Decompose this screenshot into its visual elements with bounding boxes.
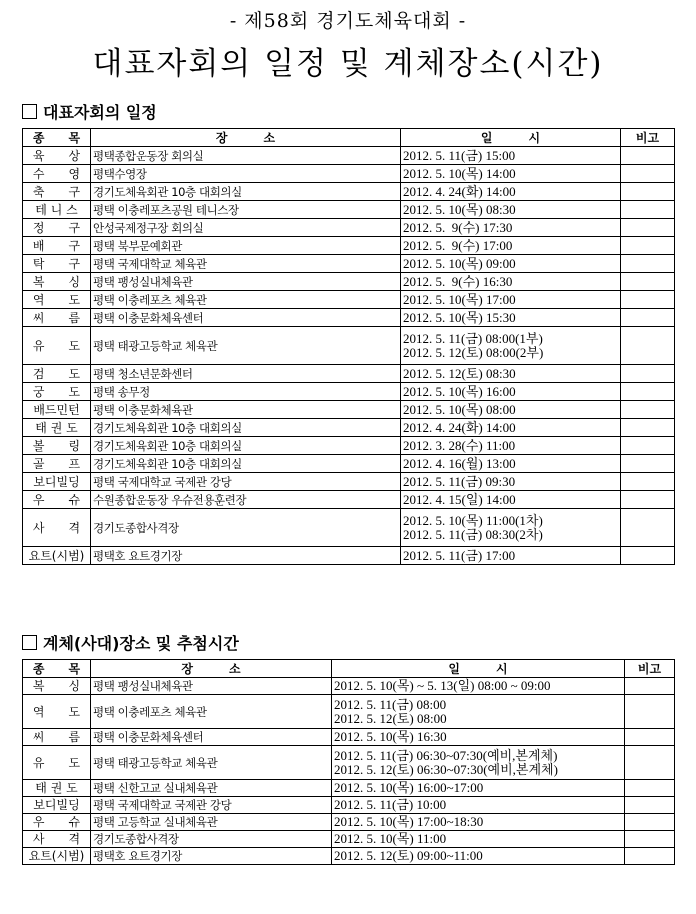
note-cell	[625, 780, 675, 797]
sport-cell: 배 구	[23, 237, 91, 255]
table-row	[23, 437, 675, 455]
place-cell: 평택종합운동장 회의실	[91, 147, 401, 165]
header-sport: 종 목	[23, 129, 91, 147]
table-row	[23, 183, 675, 201]
table-row	[23, 729, 675, 746]
table-row	[23, 237, 675, 255]
date-cell	[401, 183, 621, 201]
table-row	[23, 547, 675, 565]
sport-cell: 유 도	[23, 746, 91, 780]
date-line: 2012. 5. 10(목) 08:30	[403, 201, 516, 217]
place-cell: 평택 국제대학교 국제관 강당	[91, 473, 401, 491]
header-sport: 종 목	[23, 660, 91, 678]
place-cell: 평택 이충문화체육관	[91, 401, 401, 419]
table-row	[23, 831, 675, 848]
sport-cell: 씨 름	[23, 309, 91, 327]
note-cell	[621, 309, 675, 327]
sport-cell: 보디빌딩	[23, 797, 91, 814]
note-cell	[621, 473, 675, 491]
date-line: 2012. 5. 10(목) 17:00	[403, 291, 516, 307]
date-line: 2012. 3. 28(수) 11:00	[403, 437, 516, 453]
place-cell: 평택 팽성실내체육관	[91, 678, 332, 695]
table-row	[23, 365, 675, 383]
weigh-in-table	[22, 659, 675, 865]
note-cell	[621, 219, 675, 237]
header-place: 장 소	[91, 660, 332, 678]
note-cell	[625, 831, 675, 848]
sport-cell: 궁 도	[23, 383, 91, 401]
date-cell	[401, 509, 621, 547]
date-cell	[332, 729, 625, 746]
sport-cell: 검 도	[23, 365, 91, 383]
date-cell	[332, 746, 625, 780]
date-line: 2012. 5. 11(금) 08:00	[334, 696, 447, 712]
note-cell	[625, 848, 675, 865]
table-row	[23, 491, 675, 509]
sport-cell: 역 도	[23, 291, 91, 309]
note-cell	[625, 695, 675, 729]
place-cell: 경기도체육회관 10층 대회의실	[91, 437, 401, 455]
date-cell	[401, 291, 621, 309]
table-row	[23, 455, 675, 473]
date-line: 2012. 4. 15(일) 14:00	[403, 491, 516, 507]
date-line: 2012. 5. 12(토) 08:30	[403, 365, 516, 381]
date-cell	[401, 309, 621, 327]
date-cell	[332, 780, 625, 797]
date-line: 2012. 5. 12(토) 08:00(2부)	[403, 344, 544, 360]
section2-heading	[22, 631, 239, 654]
page-title: 대표자회의 일정 및 계체장소(시간)	[92, 46, 604, 82]
place-cell: 평택 청소년문화센터	[91, 365, 401, 383]
note-cell	[625, 746, 675, 780]
note-cell	[625, 814, 675, 831]
date-line: 2012. 5. 9(수) 16:30	[403, 273, 513, 289]
date-line: 2012. 5. 12(토) 06:30~07:30(예비,본계체)	[334, 761, 558, 777]
date-cell	[401, 419, 621, 437]
date-line: 2012. 5. 10(목) 08:00	[403, 401, 516, 417]
date-line: 2012. 5. 11(금) 09:30	[403, 473, 516, 489]
table-row	[23, 165, 675, 183]
place-cell: 평택 이충레포츠공원 테니스장	[91, 201, 401, 219]
date-line: 2012. 5. 10(목) 11:00(1차)	[403, 512, 543, 528]
place-cell: 평택 이충문화체육센터	[91, 309, 401, 327]
place-cell: 경기도종합사격장	[91, 509, 401, 547]
table-row	[23, 273, 675, 291]
sport-cell: 씨 름	[23, 729, 91, 746]
date-line: 2012. 5. 11(금) 15:00	[403, 147, 516, 163]
place-cell: 평택 이충레포츠 체육관	[91, 291, 401, 309]
date-cell	[401, 401, 621, 419]
sport-cell: 요트(시범)	[23, 547, 91, 565]
header-note: 비고	[625, 660, 675, 678]
header-date: 일 시	[332, 660, 625, 678]
date-line: 2012. 5. 9(수) 17:30	[403, 219, 513, 235]
table-row	[23, 678, 675, 695]
sport-cell: 요트(시범)	[23, 848, 91, 865]
date-cell	[401, 237, 621, 255]
place-cell: 경기도종합사격장	[91, 831, 332, 848]
date-line: 2012. 5. 12(토) 09:00~11:00	[334, 848, 483, 863]
date-cell	[332, 831, 625, 848]
sport-cell: 사 격	[23, 509, 91, 547]
place-cell: 평택 신한고교 실내체육관	[91, 780, 332, 797]
note-cell	[625, 729, 675, 746]
table-row	[23, 309, 675, 327]
note-cell	[621, 201, 675, 219]
note-cell	[621, 327, 675, 365]
date-cell	[332, 695, 625, 729]
table-row	[23, 797, 675, 814]
sport-cell: 역 도	[23, 695, 91, 729]
note-cell	[621, 365, 675, 383]
sport-cell: 테 니 스	[23, 201, 91, 219]
section2-heading-text: 계체(사대)장소 및 추첨시간	[43, 634, 239, 653]
table-row	[23, 401, 675, 419]
date-line: 2012. 5. 12(토) 08:00	[334, 710, 447, 726]
sport-cell: 우 슈	[23, 491, 91, 509]
note-cell	[621, 147, 675, 165]
note-cell	[621, 291, 675, 309]
table-row	[23, 780, 675, 797]
date-cell	[401, 491, 621, 509]
place-cell: 평택 국제대학교 체육관	[91, 255, 401, 273]
place-cell: 경기도체육회관 10층 대회의실	[91, 419, 401, 437]
sport-cell: 복 싱	[23, 678, 91, 695]
sport-cell: 배드민턴	[23, 401, 91, 419]
sport-cell: 골 프	[23, 455, 91, 473]
date-line: 2012. 5. 10(목) 17:00~18:30	[334, 814, 484, 829]
place-cell: 평택 이충레포츠 체육관	[91, 695, 332, 729]
date-line: 2012. 5. 10(목) 15:30	[403, 309, 516, 325]
date-cell	[401, 327, 621, 365]
sport-cell: 복 싱	[23, 273, 91, 291]
date-cell	[401, 473, 621, 491]
date-cell	[401, 255, 621, 273]
note-cell	[621, 237, 675, 255]
table-header-row	[23, 129, 675, 147]
place-cell: 경기도체육회관 10층 대회의실	[91, 183, 401, 201]
date-cell	[332, 848, 625, 865]
date-line: 2012. 5. 10(목) 11:00	[334, 831, 447, 846]
date-line: 2012. 4. 24(화) 14:00	[403, 419, 516, 435]
sport-cell: 수 영	[23, 165, 91, 183]
date-line: 2012. 5. 10(목) 16:00~17:00	[334, 780, 484, 795]
place-cell: 수원종합운동장 우슈전용훈련장	[91, 491, 401, 509]
date-line: 2012. 5. 11(금) 08:30(2차)	[403, 526, 543, 542]
table-row	[23, 848, 675, 865]
place-cell: 경기도체육회관 10층 대회의실	[91, 455, 401, 473]
date-cell	[332, 797, 625, 814]
checkbox-square-icon	[22, 104, 37, 119]
event-title: - 제58회 경기도체육대회 -	[229, 10, 467, 32]
date-cell	[401, 147, 621, 165]
table-row	[23, 219, 675, 237]
sport-cell: 우 슈	[23, 814, 91, 831]
sport-cell: 사 격	[23, 831, 91, 848]
note-cell	[621, 255, 675, 273]
date-cell	[401, 455, 621, 473]
note-cell	[625, 797, 675, 814]
note-cell	[621, 419, 675, 437]
date-line: 2012. 5. 10(목) 14:00	[403, 165, 516, 181]
note-cell	[625, 678, 675, 695]
sport-cell: 육 상	[23, 147, 91, 165]
place-cell: 안성국제정구장 회의실	[91, 219, 401, 237]
sport-cell: 볼 링	[23, 437, 91, 455]
date-cell	[401, 383, 621, 401]
date-cell	[401, 165, 621, 183]
date-line: 2012. 5. 9(수) 17:00	[403, 237, 513, 253]
table-row	[23, 327, 675, 365]
date-line: 2012. 4. 24(화) 14:00	[403, 183, 516, 199]
place-cell: 평택 태광고등학교 체육관	[91, 327, 401, 365]
table-row	[23, 509, 675, 547]
date-line: 2012. 5. 10(목) 16:00	[403, 383, 516, 399]
date-line: 2012. 5. 11(금) 17:00	[403, 547, 516, 563]
header-place: 장 소	[91, 129, 401, 147]
note-cell	[621, 509, 675, 547]
place-cell: 평택 고등학교 실내체육관	[91, 814, 332, 831]
date-cell	[401, 437, 621, 455]
note-cell	[621, 165, 675, 183]
sport-cell: 태 권 도	[23, 419, 91, 437]
note-cell	[621, 455, 675, 473]
date-line: 2012. 5. 11(금) 06:30~07:30(예비,본계체)	[334, 747, 558, 763]
table-row	[23, 201, 675, 219]
place-cell: 평택호 요트경기장	[91, 547, 401, 565]
place-cell: 평택 이충문화체육센터	[91, 729, 332, 746]
note-cell	[621, 401, 675, 419]
date-line: 2012. 5. 10(목) ~ 5. 13(일) 08:00 ~ 09:00	[334, 678, 551, 693]
sport-cell: 유 도	[23, 327, 91, 365]
meeting-schedule-table	[22, 128, 675, 565]
place-cell: 평택 팽성실내체육관	[91, 273, 401, 291]
date-line: 2012. 4. 16(월) 13:00	[403, 455, 516, 471]
date-cell	[401, 201, 621, 219]
date-cell	[401, 219, 621, 237]
section1-heading-text: 대표자회의 일정	[43, 103, 157, 122]
table-row	[23, 473, 675, 491]
section1-heading	[22, 100, 157, 123]
note-cell	[621, 547, 675, 565]
note-cell	[621, 273, 675, 291]
date-cell	[332, 814, 625, 831]
table-row	[23, 746, 675, 780]
note-cell	[621, 491, 675, 509]
date-cell	[401, 547, 621, 565]
date-cell	[401, 365, 621, 383]
date-cell	[332, 678, 625, 695]
table-row	[23, 419, 675, 437]
sport-cell: 보디빌딩	[23, 473, 91, 491]
checkbox-square-icon	[22, 635, 37, 650]
place-cell: 평택 송무정	[91, 383, 401, 401]
date-cell	[401, 273, 621, 291]
table-row	[23, 255, 675, 273]
note-cell	[621, 183, 675, 201]
note-cell	[621, 437, 675, 455]
date-line: 2012. 5. 10(목) 16:30	[334, 729, 447, 744]
sport-cell: 탁 구	[23, 255, 91, 273]
place-cell: 평택 북부문예회관	[91, 237, 401, 255]
table-row	[23, 383, 675, 401]
header-date: 일 시	[401, 129, 621, 147]
table-header-row	[23, 660, 675, 678]
header-note: 비고	[621, 129, 675, 147]
sport-cell: 정 구	[23, 219, 91, 237]
place-cell: 평택수영장	[91, 165, 401, 183]
table-row	[23, 814, 675, 831]
date-line: 2012. 5. 11(금) 08:00(1부)	[403, 330, 543, 346]
place-cell: 평택호 요트경기장	[91, 848, 332, 865]
date-line: 2012. 5. 11(금) 10:00	[334, 797, 447, 812]
date-line: 2012. 5. 10(목) 09:00	[403, 255, 516, 271]
place-cell: 평택 태광고등학교 체육관	[91, 746, 332, 780]
place-cell: 평택 국제대학교 국제관 강당	[91, 797, 332, 814]
sport-cell: 축 구	[23, 183, 91, 201]
table-row	[23, 147, 675, 165]
table-row	[23, 695, 675, 729]
sport-cell: 태 권 도	[23, 780, 91, 797]
table-row	[23, 291, 675, 309]
note-cell	[621, 383, 675, 401]
